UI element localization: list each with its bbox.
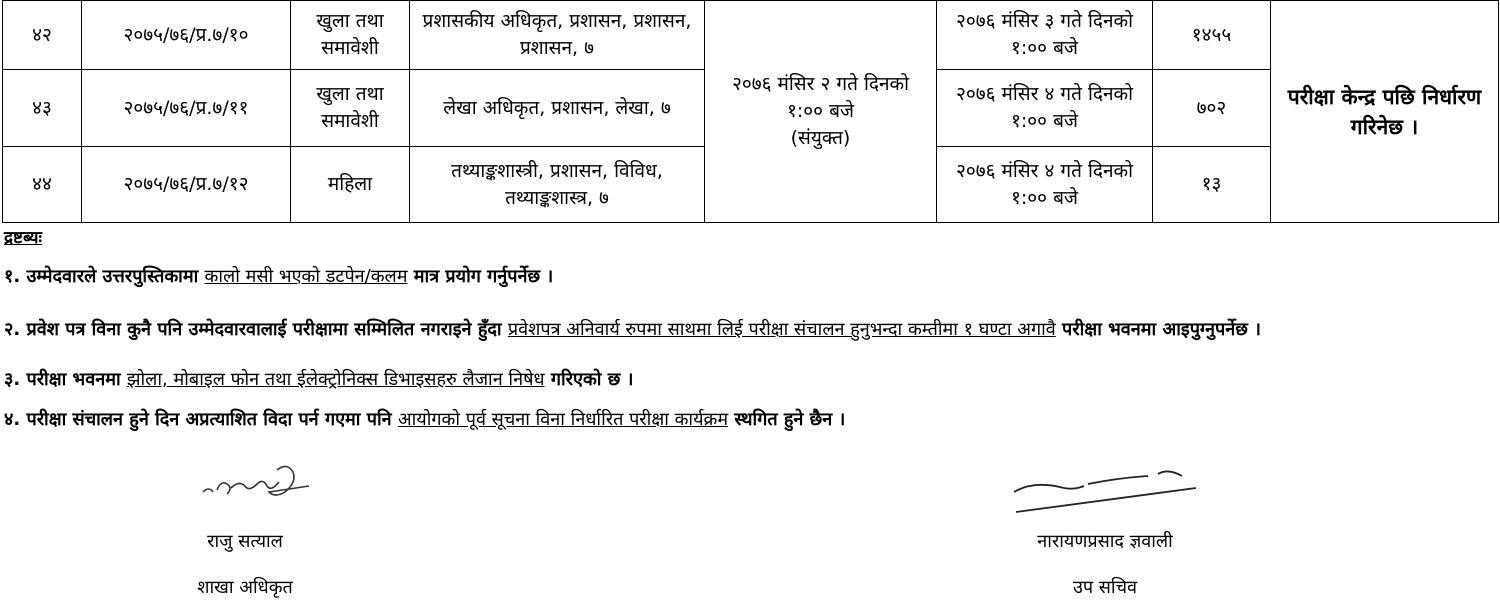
candidate-count-cell: १३ bbox=[1153, 147, 1271, 223]
note-2-tail: परीक्षा भवनमा आइपुग्नुपर्नेछ । bbox=[1055, 319, 1261, 340]
right-signatory-title: उप सचिव bbox=[1072, 577, 1138, 598]
right-signatory bbox=[1000, 525, 1210, 605]
post-cell: लेखा अधिकृत, प्रशासन, लेखा, ७ bbox=[410, 70, 705, 147]
exam-date-cell: २०७६ मंसिर ४ गते दिनको १:०० बजे bbox=[937, 70, 1153, 147]
note-3-emphasis: झोला, मोबाइल फोन तथा ईलेक्ट्रोनिक्स डिभाइसहरु लैजान निषेध bbox=[126, 369, 545, 390]
note-4-tail: स्थगित हुने छैन । bbox=[728, 409, 846, 430]
note-3-text: ३. परीक्षा भवनमा bbox=[4, 369, 127, 390]
post-cell: प्रशासकीय अधिकृत, प्रशासन, प्रशासन, प्रशासन, ७ bbox=[410, 1, 705, 70]
candidate-count-cell: १४५५ bbox=[1153, 1, 1271, 70]
exam-center-note: परीक्षा केन्द्र पछि निर्धारण गरिनेछ । bbox=[1271, 1, 1499, 223]
note-1 bbox=[4, 264, 553, 288]
note-4 bbox=[4, 407, 845, 431]
note-1-emphasis: कालो मसी भएको डटपेन/कलम bbox=[204, 266, 408, 287]
common-exam-time: १:०० बजे bbox=[786, 100, 855, 122]
note-3-tail: गरिएको छ । bbox=[544, 369, 634, 390]
left-signature-mark bbox=[195, 460, 325, 508]
note-2-emphasis: प्रवेशपत्र अनिवार्य रुपमा साथमा लिई परीक्षा संचालन हुनुभन्दा कम्तीमा १ घण्टा अगावै bbox=[507, 319, 1056, 340]
note-3 bbox=[4, 367, 633, 391]
candidate-count-cell: ७०२ bbox=[1153, 70, 1271, 147]
notes-section bbox=[4, 226, 1494, 430]
exam-schedule-table bbox=[2, 0, 1499, 223]
post-cell: तथ्याङ्कशास्त्री, प्रशासन, विविध, तथ्याङ्कशास्त्र, ७ bbox=[410, 147, 705, 223]
competition-type-cell: महिला bbox=[291, 147, 410, 223]
advertisement-code-cell: २०७५/७६/प्र.७/११ bbox=[82, 70, 291, 147]
note-4-text: ४. परीक्षा संचालन हुने दिन अप्रत्याशित विदा पर्न गएमा पनि bbox=[4, 409, 398, 430]
exam-date-cell: २०७६ मंसिर ३ गते दिनको १:०० बजे bbox=[937, 1, 1153, 70]
note-2-text: २. प्रवेश पत्र विना कुनै पनि उम्मेदवारवालाई परीक्षामा सम्मिलित नगराइने हुँदा bbox=[4, 319, 508, 340]
common-exam-date: २०७६ मंसिर २ गते दिनको bbox=[731, 73, 910, 95]
common-exam-cell bbox=[705, 1, 937, 223]
note-1-tail: मात्र प्रयोग गर्नुपर्नेछ । bbox=[407, 266, 554, 287]
notes-heading: द्रष्टब्यः bbox=[4, 228, 42, 248]
note-2 bbox=[4, 317, 1261, 341]
right-signatory-name: नारायणप्रसाद ज्ञवाली bbox=[1037, 531, 1173, 552]
competition-type-cell: खुला तथा समावेशी bbox=[291, 1, 410, 70]
serial-number-cell: ४३ bbox=[3, 70, 82, 147]
right-signature-mark bbox=[1008, 466, 1204, 518]
exam-date-cell: २०७६ मंसिर ४ गते दिनको १:०० बजे bbox=[937, 147, 1153, 223]
left-signatory bbox=[150, 525, 340, 605]
serial-number-cell: ४४ bbox=[3, 147, 82, 223]
note-1-text: १. उम्मेदवारले उत्तरपुस्तिकामा bbox=[4, 266, 205, 287]
competition-type-cell: खुला तथा समावेशी bbox=[291, 70, 410, 147]
advertisement-code-cell: २०७५/७६/प्र.७/१२ bbox=[82, 147, 291, 223]
advertisement-code-cell: २०७५/७६/प्र.७/१० bbox=[82, 1, 291, 70]
serial-number-cell: ४२ bbox=[3, 1, 82, 70]
common-exam-joint: (संयुक्त) bbox=[790, 127, 851, 149]
left-signatory-title: शाखा अधिकृत bbox=[197, 577, 293, 598]
left-signatory-name: राजु सत्याल bbox=[207, 531, 283, 552]
table-row bbox=[3, 1, 1499, 70]
note-4-emphasis: आयोगको पूर्व सूचना विना निर्धारित परीक्षा कार्यक्रम bbox=[397, 409, 729, 430]
